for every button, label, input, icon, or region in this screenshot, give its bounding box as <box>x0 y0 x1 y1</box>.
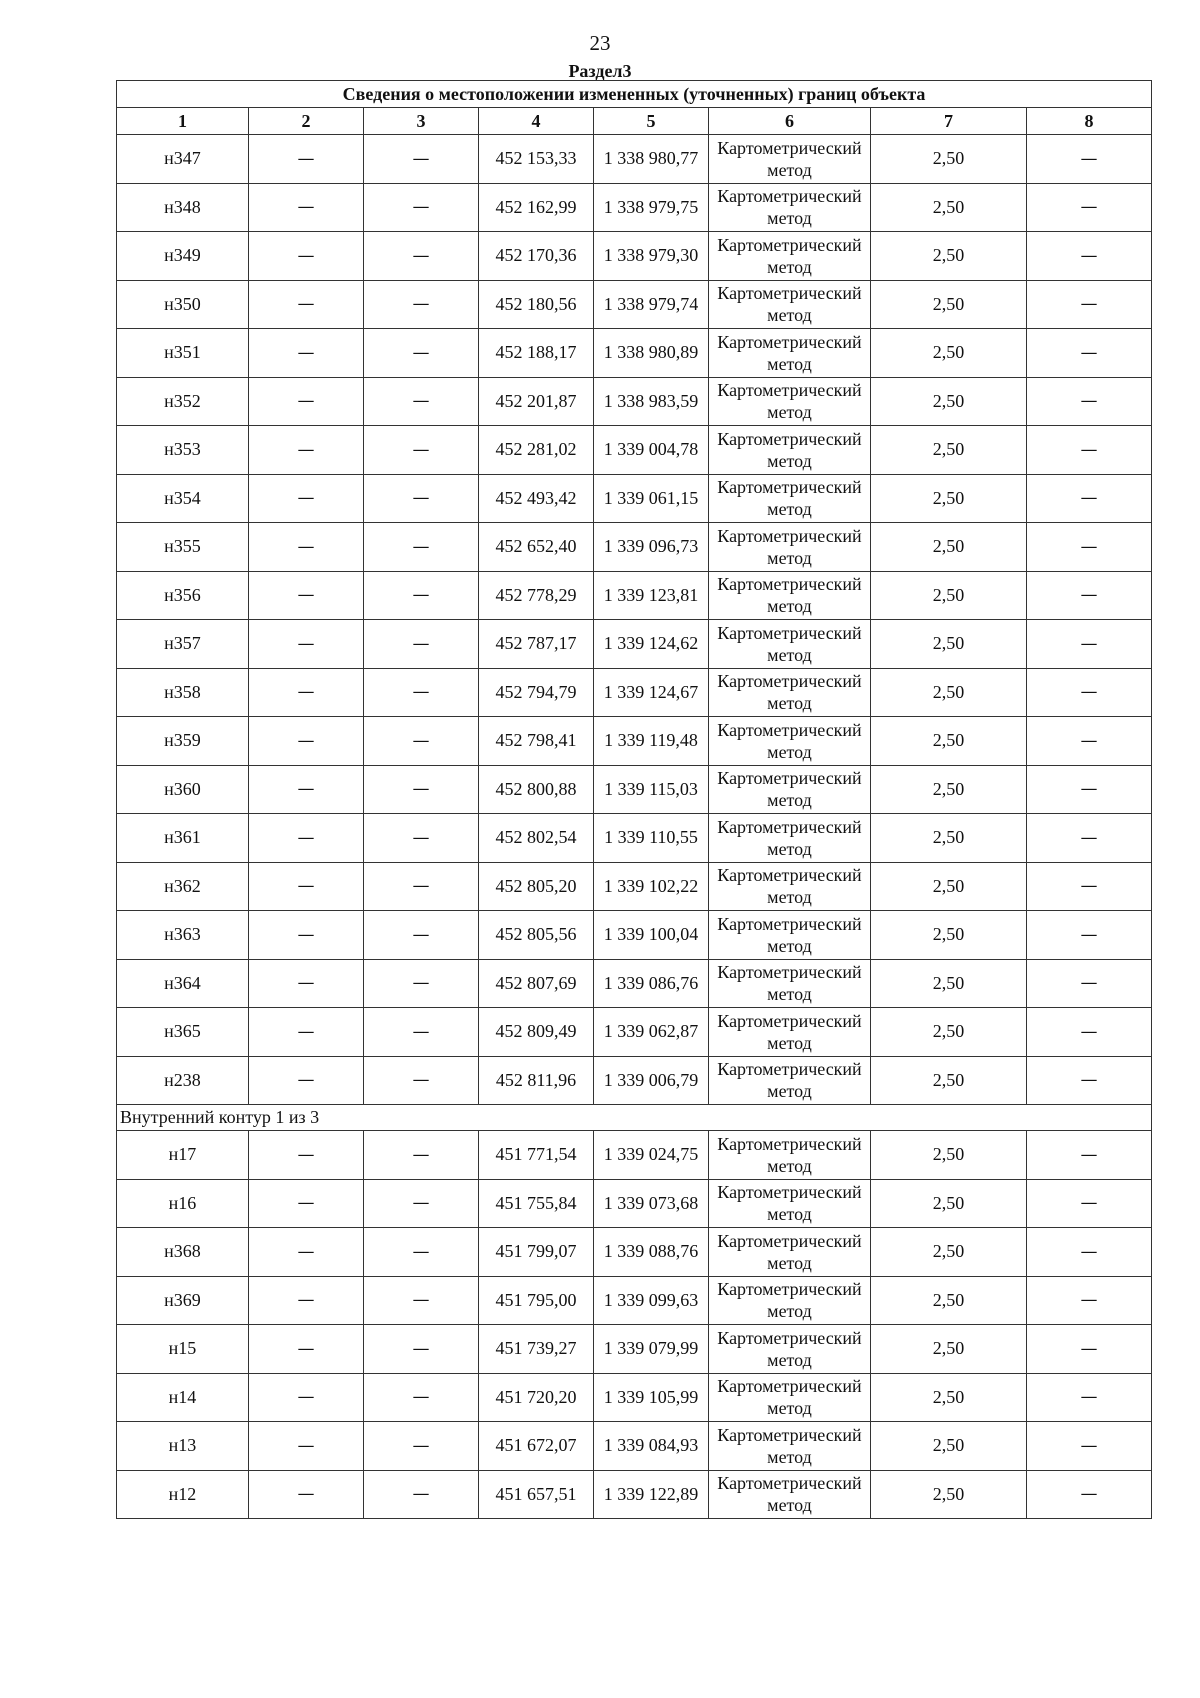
empty-dash-cell: — <box>1027 620 1152 669</box>
method-cell: Картометрический метод <box>709 1179 871 1228</box>
column-number: 4 <box>479 108 594 135</box>
page-number: 23 <box>589 31 611 55</box>
empty-dash-cell: — <box>1027 717 1152 766</box>
empty-dash-cell: — <box>1027 668 1152 717</box>
x-coordinate-cell: 451 672,07 <box>479 1422 594 1471</box>
empty-dash-cell: — <box>1027 1008 1152 1057</box>
empty-dash-cell: — <box>364 1470 479 1519</box>
empty-dash-cell: — <box>364 135 479 184</box>
x-coordinate-cell: 452 652,40 <box>479 523 594 572</box>
method-cell: Картометрический метод <box>709 814 871 863</box>
point-number-cell: н359 <box>117 717 249 766</box>
accuracy-cell: 2,50 <box>871 135 1027 184</box>
x-coordinate-cell: 452 180,56 <box>479 280 594 329</box>
x-coordinate-cell: 451 720,20 <box>479 1373 594 1422</box>
table-row <box>117 426 1152 475</box>
point-number-cell: н15 <box>117 1325 249 1374</box>
method-cell: Картометрический метод <box>709 474 871 523</box>
empty-dash-cell: — <box>364 1373 479 1422</box>
empty-dash-cell: — <box>249 1008 364 1057</box>
empty-dash-cell: — <box>364 765 479 814</box>
table-row <box>117 911 1152 960</box>
point-number-cell: н16 <box>117 1179 249 1228</box>
table-title: Сведения о местоположении измененных (уточненных) границ объекта <box>117 81 1152 108</box>
method-cell: Картометрический метод <box>709 183 871 232</box>
y-coordinate-cell: 1 339 006,79 <box>594 1056 709 1105</box>
accuracy-cell: 2,50 <box>871 280 1027 329</box>
point-number-cell: н352 <box>117 377 249 426</box>
empty-dash-cell: — <box>249 377 364 426</box>
table-row <box>117 1373 1152 1422</box>
section-title: Раздел3 <box>568 61 632 81</box>
x-coordinate-cell: 451 771,54 <box>479 1131 594 1180</box>
accuracy-cell: 2,50 <box>871 1470 1027 1519</box>
empty-dash-cell: — <box>1027 280 1152 329</box>
empty-dash-cell: — <box>1027 1373 1152 1422</box>
y-coordinate-cell: 1 339 099,63 <box>594 1276 709 1325</box>
point-number-cell: н348 <box>117 183 249 232</box>
accuracy-cell: 2,50 <box>871 1276 1027 1325</box>
empty-dash-cell: — <box>364 1008 479 1057</box>
empty-dash-cell: — <box>1027 1056 1152 1105</box>
y-coordinate-cell: 1 339 115,03 <box>594 765 709 814</box>
empty-dash-cell: — <box>1027 1276 1152 1325</box>
table-row <box>117 571 1152 620</box>
empty-dash-cell: — <box>249 135 364 184</box>
empty-dash-cell: — <box>249 183 364 232</box>
y-coordinate-cell: 1 339 073,68 <box>594 1179 709 1228</box>
table-row <box>117 523 1152 572</box>
x-coordinate-cell: 452 170,36 <box>479 232 594 281</box>
accuracy-cell: 2,50 <box>871 717 1027 766</box>
empty-dash-cell: — <box>249 571 364 620</box>
table-row <box>117 1325 1152 1374</box>
accuracy-cell: 2,50 <box>871 862 1027 911</box>
method-cell: Картометрический метод <box>709 668 871 717</box>
table-row <box>117 232 1152 281</box>
method-cell: Картометрический метод <box>709 523 871 572</box>
column-number: 8 <box>1027 108 1152 135</box>
accuracy-cell: 2,50 <box>871 765 1027 814</box>
empty-dash-cell: — <box>1027 1131 1152 1180</box>
accuracy-cell: 2,50 <box>871 1373 1027 1422</box>
y-coordinate-cell: 1 339 100,04 <box>594 911 709 960</box>
method-cell: Картометрический метод <box>709 911 871 960</box>
method-cell: Картометрический метод <box>709 862 871 911</box>
point-number-cell: н361 <box>117 814 249 863</box>
empty-dash-cell: — <box>1027 959 1152 1008</box>
column-number: 1 <box>117 108 249 135</box>
y-coordinate-cell: 1 339 062,87 <box>594 1008 709 1057</box>
point-number-cell: н365 <box>117 1008 249 1057</box>
x-coordinate-cell: 452 281,02 <box>479 426 594 475</box>
table-row <box>117 814 1152 863</box>
empty-dash-cell: — <box>249 329 364 378</box>
table-row <box>117 668 1152 717</box>
x-coordinate-cell: 452 153,33 <box>479 135 594 184</box>
empty-dash-cell: — <box>364 717 479 766</box>
method-cell: Картометрический метод <box>709 1325 871 1374</box>
x-coordinate-cell: 451 795,00 <box>479 1276 594 1325</box>
point-number-cell: н368 <box>117 1228 249 1277</box>
accuracy-cell: 2,50 <box>871 1056 1027 1105</box>
accuracy-cell: 2,50 <box>871 1008 1027 1057</box>
empty-dash-cell: — <box>249 426 364 475</box>
empty-dash-cell: — <box>249 1276 364 1325</box>
accuracy-cell: 2,50 <box>871 232 1027 281</box>
point-number-cell: н364 <box>117 959 249 1008</box>
point-number-cell: н360 <box>117 765 249 814</box>
method-cell: Картометрический метод <box>709 1131 871 1180</box>
x-coordinate-cell: 452 809,49 <box>479 1008 594 1057</box>
y-coordinate-cell: 1 339 079,99 <box>594 1325 709 1374</box>
empty-dash-cell: — <box>249 523 364 572</box>
y-coordinate-cell: 1 339 004,78 <box>594 426 709 475</box>
point-number-cell: н358 <box>117 668 249 717</box>
empty-dash-cell: — <box>1027 1179 1152 1228</box>
table-row <box>117 1056 1152 1105</box>
table-row <box>117 620 1152 669</box>
x-coordinate-cell: 452 201,87 <box>479 377 594 426</box>
y-coordinate-cell: 1 339 024,75 <box>594 1131 709 1180</box>
empty-dash-cell: — <box>249 1056 364 1105</box>
empty-dash-cell: — <box>1027 765 1152 814</box>
empty-dash-cell: — <box>364 814 479 863</box>
empty-dash-cell: — <box>364 474 479 523</box>
empty-dash-cell: — <box>1027 135 1152 184</box>
accuracy-cell: 2,50 <box>871 377 1027 426</box>
point-number-cell: н17 <box>117 1131 249 1180</box>
empty-dash-cell: — <box>1027 814 1152 863</box>
empty-dash-cell: — <box>364 1422 479 1471</box>
table-row <box>117 765 1152 814</box>
empty-dash-cell: — <box>364 862 479 911</box>
empty-dash-cell: — <box>1027 183 1152 232</box>
x-coordinate-cell: 451 739,27 <box>479 1325 594 1374</box>
empty-dash-cell: — <box>249 862 364 911</box>
empty-dash-cell: — <box>249 814 364 863</box>
y-coordinate-cell: 1 339 122,89 <box>594 1470 709 1519</box>
empty-dash-cell: — <box>249 1373 364 1422</box>
table-row <box>117 1008 1152 1057</box>
method-cell: Картометрический метод <box>709 571 871 620</box>
y-coordinate-cell: 1 339 084,93 <box>594 1422 709 1471</box>
empty-dash-cell: — <box>364 280 479 329</box>
table-row <box>117 959 1152 1008</box>
point-number-cell: н354 <box>117 474 249 523</box>
column-number-row <box>117 108 1152 135</box>
empty-dash-cell: — <box>1027 426 1152 475</box>
x-coordinate-cell: 451 755,84 <box>479 1179 594 1228</box>
accuracy-cell: 2,50 <box>871 474 1027 523</box>
point-number-cell: н349 <box>117 232 249 281</box>
y-coordinate-cell: 1 339 124,62 <box>594 620 709 669</box>
empty-dash-cell: — <box>364 959 479 1008</box>
point-number-cell: н357 <box>117 620 249 669</box>
x-coordinate-cell: 451 799,07 <box>479 1228 594 1277</box>
x-coordinate-cell: 452 811,96 <box>479 1056 594 1105</box>
x-coordinate-cell: 452 778,29 <box>479 571 594 620</box>
x-coordinate-cell: 452 807,69 <box>479 959 594 1008</box>
empty-dash-cell: — <box>1027 571 1152 620</box>
method-cell: Картометрический метод <box>709 280 871 329</box>
empty-dash-cell: — <box>249 1179 364 1228</box>
accuracy-cell: 2,50 <box>871 1325 1027 1374</box>
empty-dash-cell: — <box>364 571 479 620</box>
point-number-cell: н13 <box>117 1422 249 1471</box>
empty-dash-cell: — <box>249 959 364 1008</box>
method-cell: Картометрический метод <box>709 1373 871 1422</box>
column-number: 6 <box>709 108 871 135</box>
point-number-cell: н12 <box>117 1470 249 1519</box>
table-row <box>117 1131 1152 1180</box>
empty-dash-cell: — <box>249 1422 364 1471</box>
empty-dash-cell: — <box>1027 329 1152 378</box>
empty-dash-cell: — <box>364 1056 479 1105</box>
y-coordinate-cell: 1 338 979,74 <box>594 280 709 329</box>
empty-dash-cell: — <box>1027 232 1152 281</box>
table-row <box>117 135 1152 184</box>
column-number: 3 <box>364 108 479 135</box>
y-coordinate-cell: 1 339 123,81 <box>594 571 709 620</box>
method-cell: Картометрический метод <box>709 377 871 426</box>
y-coordinate-cell: 1 338 980,77 <box>594 135 709 184</box>
empty-dash-cell: — <box>364 620 479 669</box>
x-coordinate-cell: 452 805,20 <box>479 862 594 911</box>
inner-contour-rows <box>117 1131 1152 1519</box>
empty-dash-cell: — <box>1027 862 1152 911</box>
column-number: 5 <box>594 108 709 135</box>
point-number-cell: н14 <box>117 1373 249 1422</box>
point-number-cell: н353 <box>117 426 249 475</box>
method-cell: Картометрический метод <box>709 329 871 378</box>
y-coordinate-cell: 1 339 061,15 <box>594 474 709 523</box>
method-cell: Картометрический метод <box>709 959 871 1008</box>
x-coordinate-cell: 452 188,17 <box>479 329 594 378</box>
empty-dash-cell: — <box>1027 1228 1152 1277</box>
point-number-cell: н356 <box>117 571 249 620</box>
accuracy-cell: 2,50 <box>871 911 1027 960</box>
table-row <box>117 862 1152 911</box>
table-row <box>117 280 1152 329</box>
accuracy-cell: 2,50 <box>871 523 1027 572</box>
column-number: 2 <box>249 108 364 135</box>
y-coordinate-cell: 1 339 088,76 <box>594 1228 709 1277</box>
empty-dash-cell: — <box>364 1179 479 1228</box>
empty-dash-cell: — <box>364 523 479 572</box>
x-coordinate-cell: 452 794,79 <box>479 668 594 717</box>
accuracy-cell: 2,50 <box>871 668 1027 717</box>
inner-contour-label: Внутренний контур 1 из 3 <box>117 1105 1152 1131</box>
accuracy-cell: 2,50 <box>871 183 1027 232</box>
empty-dash-cell: — <box>249 717 364 766</box>
empty-dash-cell: — <box>364 1325 479 1374</box>
empty-dash-cell: — <box>1027 474 1152 523</box>
point-number-cell: н362 <box>117 862 249 911</box>
point-number-cell: н363 <box>117 911 249 960</box>
main-contour-rows <box>117 135 1152 1105</box>
method-cell: Картометрический метод <box>709 620 871 669</box>
column-number: 7 <box>871 108 1027 135</box>
table-row <box>117 1422 1152 1471</box>
method-cell: Картометрический метод <box>709 1008 871 1057</box>
x-coordinate-cell: 452 802,54 <box>479 814 594 863</box>
y-coordinate-cell: 1 339 124,67 <box>594 668 709 717</box>
empty-dash-cell: — <box>1027 377 1152 426</box>
accuracy-cell: 2,50 <box>871 959 1027 1008</box>
table-row <box>117 329 1152 378</box>
method-cell: Картометрический метод <box>709 135 871 184</box>
empty-dash-cell: — <box>249 911 364 960</box>
method-cell: Картометрический метод <box>709 426 871 475</box>
y-coordinate-cell: 1 339 086,76 <box>594 959 709 1008</box>
method-cell: Картометрический метод <box>709 765 871 814</box>
empty-dash-cell: — <box>364 232 479 281</box>
empty-dash-cell: — <box>249 280 364 329</box>
accuracy-cell: 2,50 <box>871 1131 1027 1180</box>
empty-dash-cell: — <box>1027 523 1152 572</box>
empty-dash-cell: — <box>1027 911 1152 960</box>
empty-dash-cell: — <box>249 1228 364 1277</box>
method-cell: Картометрический метод <box>709 1422 871 1471</box>
empty-dash-cell: — <box>1027 1470 1152 1519</box>
empty-dash-cell: — <box>1027 1422 1152 1471</box>
empty-dash-cell: — <box>249 620 364 669</box>
boundary-coordinates-table <box>116 80 1152 1519</box>
method-cell: Картометрический метод <box>709 232 871 281</box>
method-cell: Картометрический метод <box>709 717 871 766</box>
table-row <box>117 474 1152 523</box>
table-row <box>117 377 1152 426</box>
point-number-cell: н238 <box>117 1056 249 1105</box>
accuracy-cell: 2,50 <box>871 426 1027 475</box>
y-coordinate-cell: 1 339 105,99 <box>594 1373 709 1422</box>
empty-dash-cell: — <box>364 1228 479 1277</box>
y-coordinate-cell: 1 338 979,30 <box>594 232 709 281</box>
point-number-cell: н369 <box>117 1276 249 1325</box>
empty-dash-cell: — <box>249 1470 364 1519</box>
empty-dash-cell: — <box>1027 1325 1152 1374</box>
y-coordinate-cell: 1 339 110,55 <box>594 814 709 863</box>
empty-dash-cell: — <box>364 377 479 426</box>
accuracy-cell: 2,50 <box>871 1179 1027 1228</box>
table-row <box>117 1470 1152 1519</box>
empty-dash-cell: — <box>364 183 479 232</box>
x-coordinate-cell: 452 798,41 <box>479 717 594 766</box>
empty-dash-cell: — <box>364 1276 479 1325</box>
table-row <box>117 1276 1152 1325</box>
inner-contour-header <box>117 1105 1152 1131</box>
accuracy-cell: 2,50 <box>871 329 1027 378</box>
x-coordinate-cell: 452 800,88 <box>479 765 594 814</box>
table-row <box>117 1228 1152 1277</box>
y-coordinate-cell: 1 338 980,89 <box>594 329 709 378</box>
empty-dash-cell: — <box>249 232 364 281</box>
point-number-cell: н351 <box>117 329 249 378</box>
x-coordinate-cell: 452 787,17 <box>479 620 594 669</box>
empty-dash-cell: — <box>249 474 364 523</box>
point-number-cell: н347 <box>117 135 249 184</box>
empty-dash-cell: — <box>364 1131 479 1180</box>
accuracy-cell: 2,50 <box>871 620 1027 669</box>
accuracy-cell: 2,50 <box>871 1228 1027 1277</box>
empty-dash-cell: — <box>249 668 364 717</box>
y-coordinate-cell: 1 339 119,48 <box>594 717 709 766</box>
table-row <box>117 183 1152 232</box>
y-coordinate-cell: 1 338 983,59 <box>594 377 709 426</box>
method-cell: Картометрический метод <box>709 1228 871 1277</box>
y-coordinate-cell: 1 338 979,75 <box>594 183 709 232</box>
table-row <box>117 717 1152 766</box>
x-coordinate-cell: 452 493,42 <box>479 474 594 523</box>
x-coordinate-cell: 451 657,51 <box>479 1470 594 1519</box>
method-cell: Картометрический метод <box>709 1470 871 1519</box>
empty-dash-cell: — <box>249 765 364 814</box>
x-coordinate-cell: 452 805,56 <box>479 911 594 960</box>
y-coordinate-cell: 1 339 096,73 <box>594 523 709 572</box>
table-row <box>117 1179 1152 1228</box>
x-coordinate-cell: 452 162,99 <box>479 183 594 232</box>
method-cell: Картометрический метод <box>709 1276 871 1325</box>
y-coordinate-cell: 1 339 102,22 <box>594 862 709 911</box>
point-number-cell: н350 <box>117 280 249 329</box>
empty-dash-cell: — <box>364 426 479 475</box>
empty-dash-cell: — <box>249 1131 364 1180</box>
accuracy-cell: 2,50 <box>871 814 1027 863</box>
empty-dash-cell: — <box>364 911 479 960</box>
empty-dash-cell: — <box>249 1325 364 1374</box>
empty-dash-cell: — <box>364 329 479 378</box>
point-number-cell: н355 <box>117 523 249 572</box>
method-cell: Картометрический метод <box>709 1056 871 1105</box>
empty-dash-cell: — <box>364 668 479 717</box>
accuracy-cell: 2,50 <box>871 571 1027 620</box>
accuracy-cell: 2,50 <box>871 1422 1027 1471</box>
